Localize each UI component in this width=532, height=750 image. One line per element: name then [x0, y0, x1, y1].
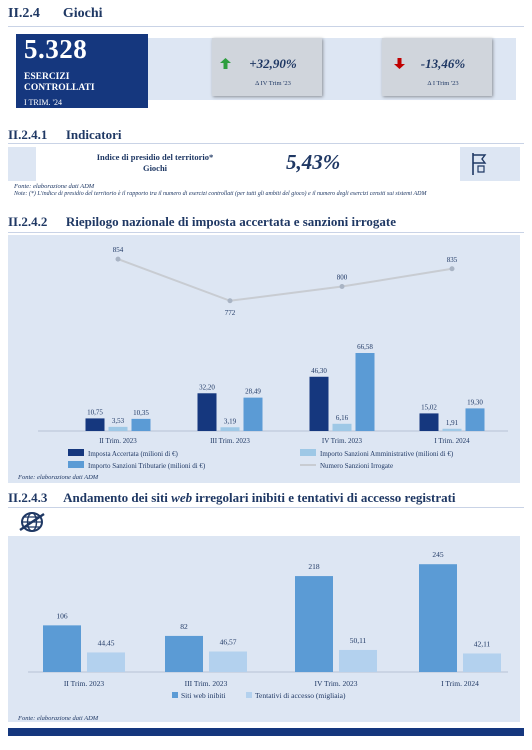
- section-number: II.2.4: [8, 6, 40, 21]
- riepilogo-heading: [8, 214, 396, 230]
- legend-label: Siti web inibiti: [181, 691, 226, 700]
- tick-label: II Trim. 2023: [63, 679, 105, 688]
- data-label: 106: [56, 611, 68, 621]
- line-point: [450, 266, 455, 271]
- indicatori-note: Note: (*) L'indice di presidio del territorio è il rapporto tra il numero di esercizi controllati (per tutti gli ambiti del gioco) e il numero degli esercizi censiti sui sistemi ADM: [14, 191, 427, 197]
- line-point: [228, 298, 233, 303]
- indicator-label-line1: Indice di presidio del territorio*: [96, 152, 214, 162]
- line-label: 800: [336, 273, 348, 282]
- legend-label: Imposta Accertata (milioni di €): [88, 450, 178, 458]
- indicator-value: 5,43%: [286, 150, 341, 174]
- tick-label: IV Trim. 2023: [314, 679, 358, 688]
- indicatori-title: Indicatori: [65, 127, 122, 142]
- tick-label: II Trim. 2023: [99, 437, 137, 445]
- kpi-main-value: 5.328: [24, 34, 88, 64]
- line-label: 854: [112, 246, 124, 255]
- bar: [356, 353, 375, 431]
- divider: [8, 26, 524, 27]
- tick-label: III Trim. 2023: [210, 437, 250, 445]
- line-label: 772: [224, 308, 236, 317]
- chart-riepilogo: [8, 235, 520, 483]
- legend-swatch: [68, 449, 84, 456]
- data-label: 82: [180, 621, 188, 631]
- andamento-source: Fonte: elaborazione dati ADM: [18, 715, 99, 722]
- bar: [132, 419, 151, 431]
- indicator-label-line2: Giochi: [142, 163, 168, 173]
- bar: [466, 408, 485, 431]
- section-heading: [8, 6, 103, 22]
- bar: [443, 429, 462, 431]
- tick-label: I Trim. 2024: [441, 679, 479, 688]
- kpi-label-line2: CONTROLLATI: [24, 83, 95, 93]
- kpi-change-2-caption: Δ I Trim '23: [427, 80, 459, 87]
- legend-swatch: [246, 692, 252, 698]
- bar: [295, 576, 333, 672]
- andamento-title-pre: Andamento dei siti: [63, 490, 172, 505]
- data-label: 66,58: [357, 343, 373, 352]
- bar: [198, 393, 217, 431]
- data-label: 3,53: [111, 416, 125, 425]
- data-label: 218: [308, 562, 320, 572]
- bar: [333, 424, 352, 431]
- data-label: 19,30: [467, 398, 483, 407]
- indicatori-number: II.2.4.1: [8, 127, 48, 142]
- bar: [310, 377, 329, 431]
- tick-label: III Trim. 2023: [184, 679, 228, 688]
- divider: [8, 143, 524, 144]
- kpi-change-1-value: +32,90%: [249, 56, 297, 71]
- bar: [87, 652, 125, 672]
- series-line: [118, 259, 452, 301]
- riepilogo-title: Riepilogo nazionale di imposta accertata e sanzioni irrogate: [65, 214, 397, 229]
- andamento-heading: [8, 490, 456, 506]
- data-label: 10,35: [133, 408, 149, 417]
- bar: [339, 650, 377, 672]
- data-label: 245: [432, 550, 444, 560]
- legend-label: Numero Sanzioni Irrogate: [320, 462, 394, 470]
- data-label: 15,02: [421, 403, 437, 412]
- web-globe-icon: [18, 510, 46, 534]
- legend-swatch: [68, 461, 84, 468]
- riepilogo-source: Fonte: elaborazione dati ADM: [18, 474, 99, 481]
- legend-label: Tentativi di accesso (migliaia): [255, 691, 346, 700]
- andamento-number: II.2.4.3: [8, 490, 48, 505]
- data-label: 46,57: [219, 637, 237, 647]
- kpi-change-1-caption: Δ IV Trim '23: [255, 80, 291, 87]
- section-title: Giochi: [62, 6, 103, 21]
- data-label: 10,75: [87, 408, 103, 417]
- indicatori-heading: [8, 127, 122, 143]
- legend-swatch: [300, 449, 316, 456]
- bar: [209, 652, 247, 672]
- data-label: 46,30: [311, 366, 327, 375]
- line-label: 835: [446, 255, 458, 264]
- line-point: [116, 257, 121, 262]
- kpi-main-box: [16, 34, 148, 108]
- bar: [419, 564, 457, 672]
- legend-label: Importo Sanzioni Amministrative (milioni di €): [320, 450, 454, 458]
- footer-bar: [8, 728, 524, 736]
- bar: [109, 427, 128, 431]
- data-label: 50,11: [349, 635, 367, 645]
- bar: [463, 653, 501, 672]
- line-point: [340, 284, 345, 289]
- legend-swatch: [172, 692, 178, 698]
- divider: [8, 232, 524, 233]
- bar: [221, 427, 240, 431]
- bar: [244, 398, 263, 431]
- kpi-change-box-1: [212, 38, 322, 96]
- kpi-main-period: I TRIM. '24: [24, 98, 62, 107]
- tick-label: IV Trim. 2023: [321, 437, 363, 445]
- data-label: 44,45: [97, 638, 115, 648]
- indicator-label: [40, 152, 270, 174]
- data-label: 28,49: [245, 387, 261, 396]
- kpi-change-2-value: -13,46%: [420, 56, 466, 71]
- riepilogo-number: II.2.4.2: [8, 214, 48, 229]
- andamento-title-em: web: [171, 490, 193, 505]
- bar: [86, 418, 105, 431]
- data-label: 42,11: [473, 639, 491, 649]
- indicatori-source: Fonte: elaborazione dati ADM: [14, 183, 95, 190]
- bar: [165, 636, 203, 672]
- kpi-label-line1: ESERCIZI: [24, 72, 70, 82]
- legend-label: Importo Sanzioni Tributarie (milioni di €): [88, 462, 206, 470]
- andamento-title-post: irregolari inibiti e tentativi di accesso registrati: [192, 490, 456, 505]
- kpi-change-box-2: [382, 38, 492, 96]
- bar: [43, 625, 81, 672]
- flag-icon: [470, 152, 490, 176]
- data-label: 3,19: [223, 417, 237, 426]
- bar: [420, 413, 439, 431]
- tick-label: I Trim. 2024: [434, 437, 470, 445]
- divider: [8, 507, 524, 508]
- chart-andamento: [8, 536, 520, 722]
- data-label: 6,16: [335, 413, 349, 422]
- data-label: 1,91: [445, 418, 459, 427]
- kpi-main-label: [24, 72, 95, 94]
- data-label: 32,20: [199, 383, 215, 392]
